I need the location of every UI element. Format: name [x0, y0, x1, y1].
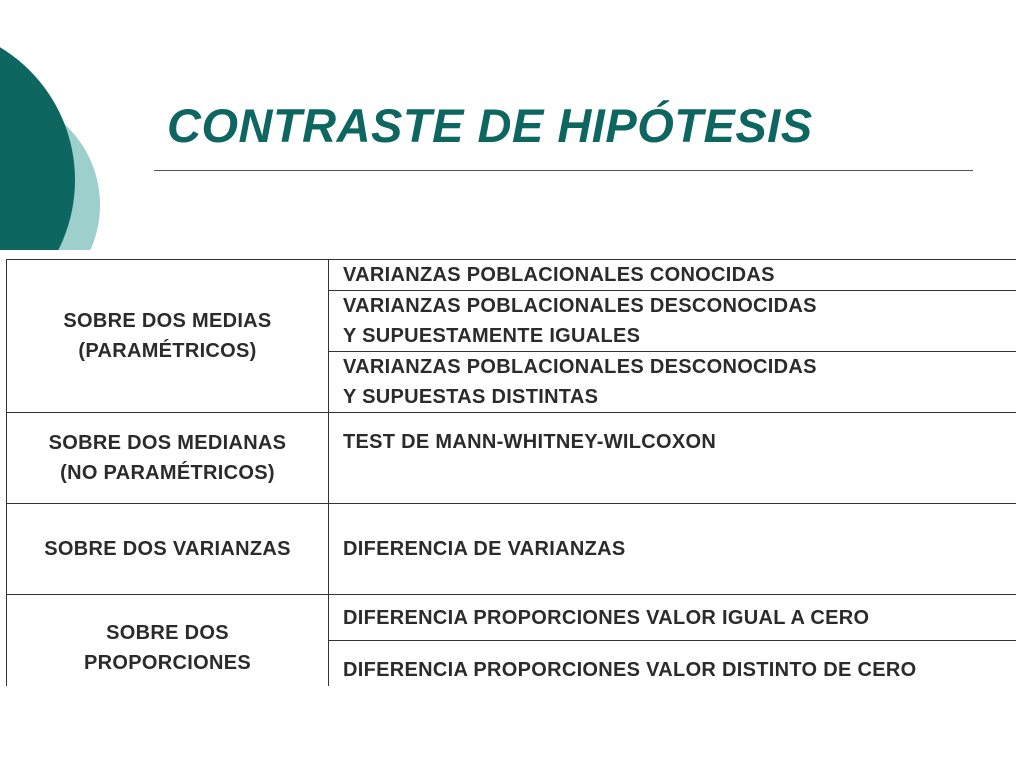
category-line: SOBRE DOS VARIANZAS: [44, 538, 291, 560]
page-title: CONTRASTE DE HIPÓTESIS: [167, 99, 813, 152]
method-line: DIFERENCIA PROPORCIONES VALOR IGUAL A CERO: [343, 606, 870, 629]
method-cell: [329, 413, 1017, 504]
table-row: [7, 504, 1017, 595]
method-line: VARIANZAS POBLACIONALES DESCONOCIDAS: [343, 356, 817, 378]
category-cell-medianas: [7, 413, 329, 504]
dark-circle: [0, 25, 75, 250]
category-cell-proporciones: [7, 595, 329, 687]
method-line: VARIANZAS POBLACIONALES CONOCIDAS: [343, 264, 775, 286]
title-underline: [154, 170, 973, 171]
decorative-circles-graphic: [0, 0, 110, 250]
method-cell: [329, 641, 1017, 687]
method-line: DIFERENCIA PROPORCIONES VALOR DISTINTO DE CERO: [343, 659, 917, 681]
table-row: [7, 413, 1017, 504]
category-line: SOBRE DOS: [106, 621, 229, 644]
method-cell: [329, 291, 1017, 352]
method-line: TEST DE MANN-WHITNEY-WILCOXON: [343, 431, 717, 453]
method-line: DIFERENCIA DE VARIANZAS: [343, 538, 626, 560]
method-line: Y SUPUESTAS DISTINTAS: [343, 386, 599, 408]
category-line: PROPORCIONES: [84, 651, 251, 674]
hypothesis-table: [6, 259, 1016, 686]
method-line: VARIANZAS POBLACIONALES DESCONOCIDAS: [343, 295, 817, 317]
table-row: [7, 260, 1017, 291]
category-line: SOBRE DOS MEDIANAS: [48, 432, 287, 454]
category-line: (NO PARAMÉTRICOS): [60, 462, 275, 484]
method-cell: [329, 504, 1017, 595]
category-line: (PARAMÉTRICOS): [78, 340, 257, 362]
category-cell-medias: [7, 260, 329, 413]
category-line: SOBRE DOS MEDIAS: [63, 310, 272, 332]
method-cell: [329, 595, 1017, 641]
method-cell: [329, 260, 1017, 291]
method-cell: [329, 352, 1017, 413]
category-cell-varianzas: [7, 504, 329, 595]
table-row: [7, 595, 1017, 641]
method-line: Y SUPUESTAMENTE IGUALES: [343, 325, 641, 347]
decorative-circles: [0, 0, 110, 250]
hypothesis-table-container: [6, 259, 1016, 686]
